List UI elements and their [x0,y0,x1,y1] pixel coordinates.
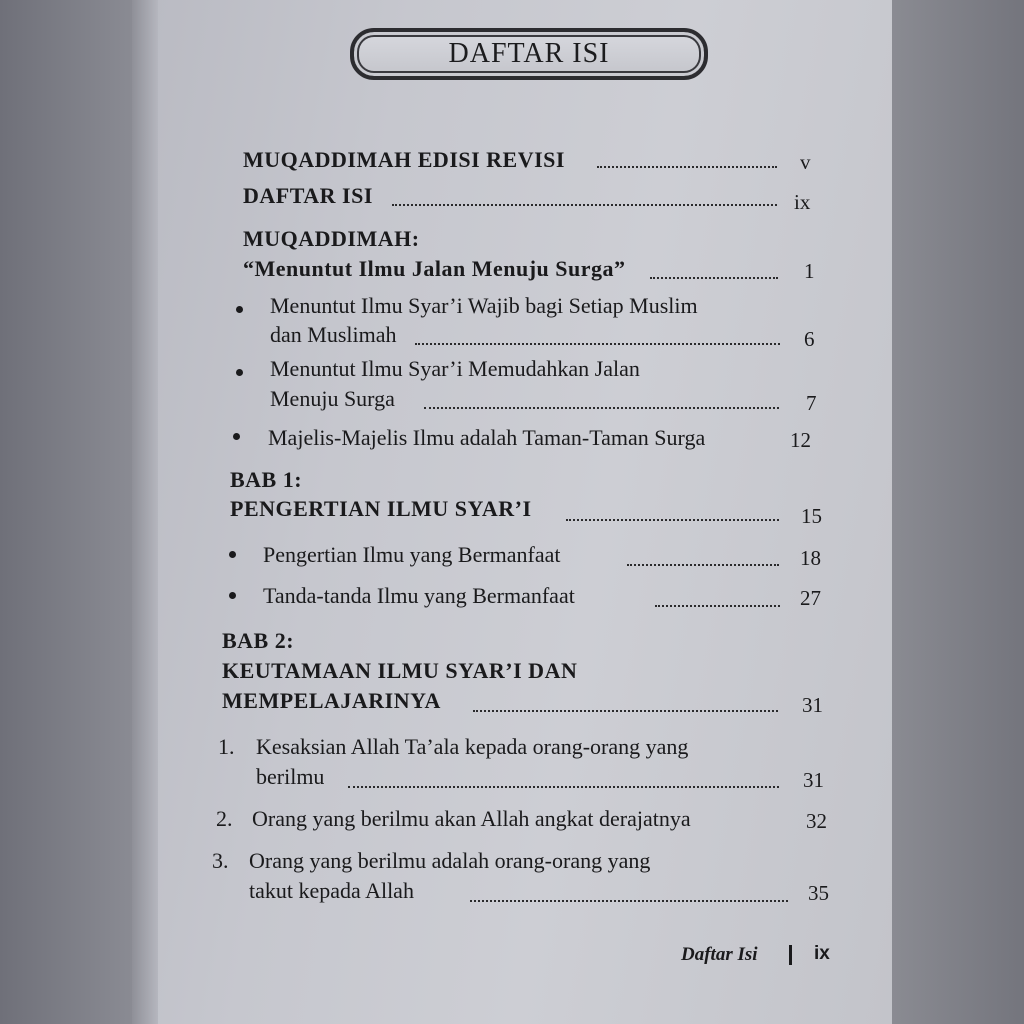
toc-item-takut: Orang yang berilmu adalah orang-orang yang [249,848,651,873]
page-number: 7 [806,391,817,415]
toc-subentry-tanda-tanda: Tanda-tanda Ilmu yang Bermanfaat [263,583,575,608]
toc-entry-muqaddimah-revisi: MUQADDIMAH EDISI REVISI [243,147,565,172]
page-gutter [132,0,158,1024]
toc-entry-muqaddimah-subtitle: “Menuntut Ilmu Jalan Menuju Surga” [243,256,626,281]
dot-leader [627,564,779,566]
running-footer-title: Daftar Isi [681,944,758,965]
page-number: 31 [803,768,824,792]
footer-page-number: ix [814,943,830,964]
dot-leader [566,519,779,521]
page-number: 35 [808,881,829,905]
chapter-label-bab-1: BAB 1: [230,467,303,492]
dot-leader [424,407,779,409]
toc-item-derajat: Orang yang berilmu akan Allah angkat derajatnya [252,806,691,831]
toc-item-kesaksian-cont: berilmu [256,764,325,789]
dot-leader [597,166,777,168]
item-number: 3. [212,848,229,873]
item-number: 2. [216,806,233,831]
page-number: 6 [804,327,815,351]
dot-leader [650,277,778,279]
background-left [0,0,132,1024]
item-number: 1. [218,734,235,759]
dot-leader [415,343,780,345]
page-number: 27 [800,586,821,610]
bullet-icon [229,592,236,599]
chapter-label-bab-2: BAB 2: [222,628,295,653]
chapter-title-pengertian: PENGERTIAN ILMU SYAR’I [230,496,532,521]
toc-subentry-majelis: Majelis-Majelis Ilmu adalah Taman-Taman Surga [268,425,706,450]
bullet-icon [236,306,243,313]
toc-subentry-memudahkan-cont: Menuju Surga [270,386,395,411]
chapter-title-keutamaan: KEUTAMAAN ILMU SYAR’I DAN [222,658,578,683]
page-title: DAFTAR ISI [448,38,610,69]
toc-subentry-wajib-cont: dan Muslimah [270,322,397,347]
title-frame [350,28,708,80]
page-number: 15 [801,504,822,528]
toc-subentry-pengertian-ilmu: Pengertian Ilmu yang Bermanfaat [263,542,561,567]
toc-item-takut-cont: takut kepada Allah [249,878,414,903]
dot-leader [348,786,779,788]
dot-leader [473,710,778,712]
page-number: 31 [802,693,823,717]
bullet-icon [229,551,236,558]
page-number: ix [794,190,811,214]
bullet-icon [233,433,240,440]
page-number: 1 [804,259,815,283]
toc-subentry-memudahkan: Menuntut Ilmu Syar’i Memudahkan Jalan [270,356,640,381]
chapter-title-keutamaan-cont: MEMPELAJARINYA [222,688,441,713]
toc-entry-muqaddimah: MUQADDIMAH: [243,226,420,251]
dot-leader [392,204,777,206]
page-number: v [800,150,811,174]
page-number: 32 [806,809,827,833]
dot-leader [655,605,780,607]
page-number: 12 [790,428,811,452]
bullet-icon [236,369,243,376]
footer-separator [789,945,792,965]
dot-leader [470,900,788,902]
toc-item-kesaksian: Kesaksian Allah Ta’ala kepada orang-orang yang [256,734,689,759]
toc-subentry-wajib: Menuntut Ilmu Syar’i Wajib bagi Setiap Muslim [270,293,698,318]
background-right [892,0,1024,1024]
toc-entry-daftar-isi: DAFTAR ISI [243,183,373,208]
page-number: 18 [800,546,821,570]
